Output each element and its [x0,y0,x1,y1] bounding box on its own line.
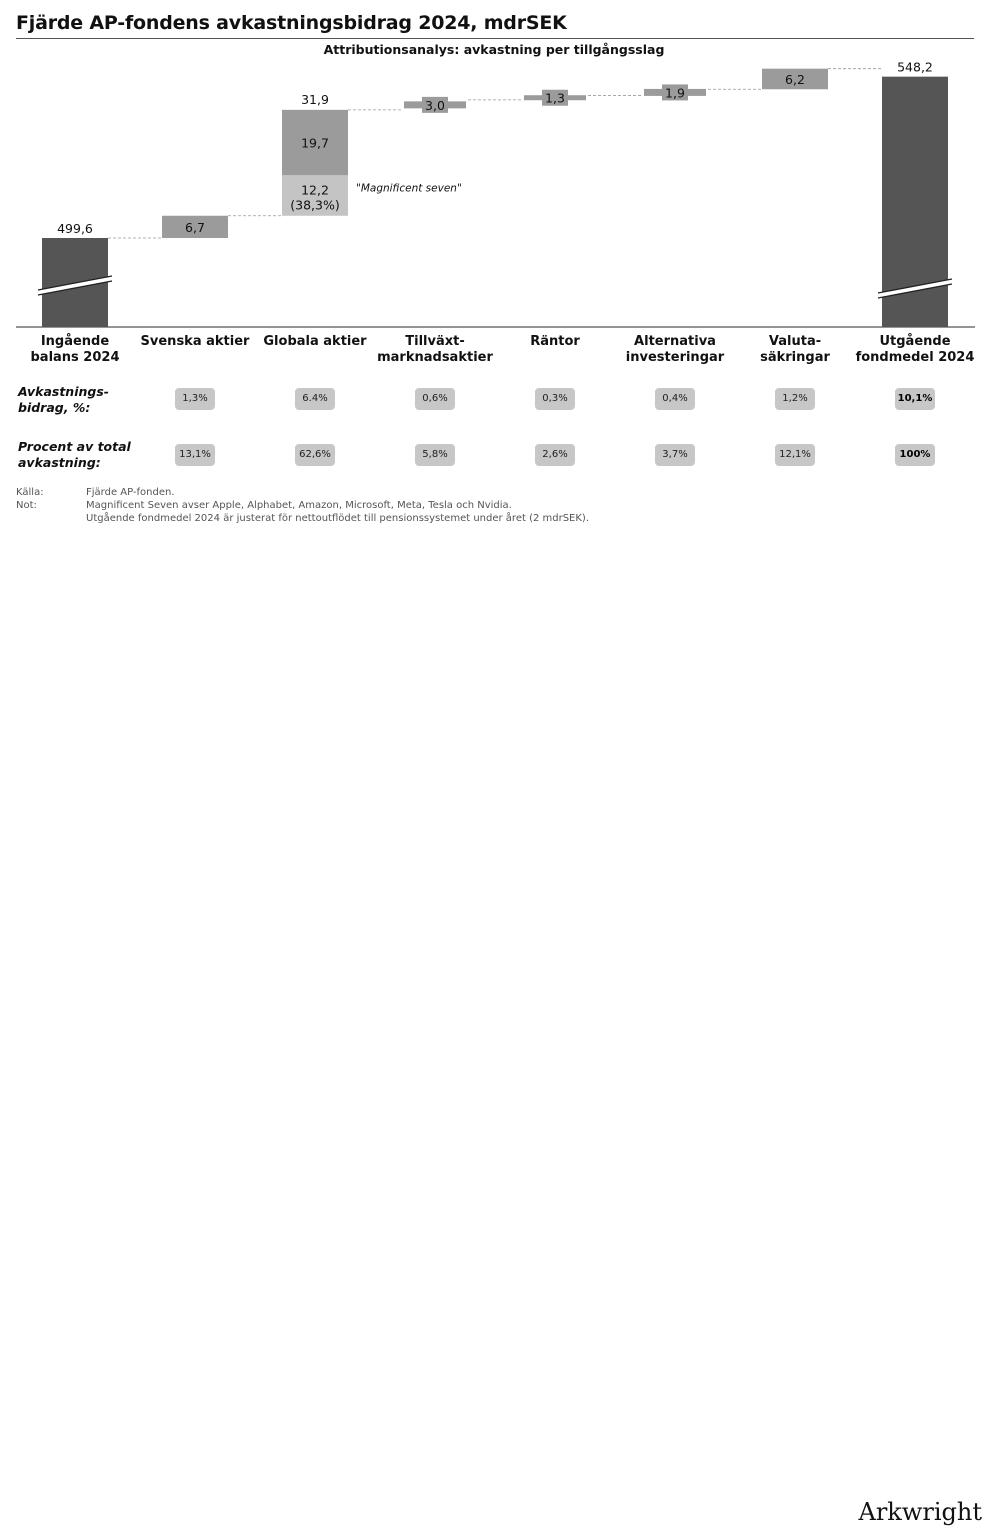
category-label-line: balans 2024 [30,350,120,365]
value-pill: 10,1% [895,388,935,410]
category-label [490,334,620,350]
label-component-share: (38,3%) [290,197,340,213]
waterfall-chart [0,0,988,335]
label-component-1: 12,2 [301,182,329,198]
category-label [610,334,740,366]
category-label-line: Globala aktier [263,334,367,349]
category-label-line: Alternativa [634,334,716,349]
category-label [730,334,860,366]
value-pill: 5,8% [415,444,455,466]
annotation-magnificent-seven: "Magnificent seven" [356,182,462,195]
label-step-1: 6,7 [185,219,205,235]
category-label-line: Räntor [530,334,580,349]
category-label [250,334,380,350]
note-key: Not: [16,500,37,511]
label-component-2: 19,7 [301,135,329,151]
label-step-total-2: 31,9 [301,91,329,107]
label-start-total: 499,6 [57,221,93,236]
category-label [10,334,140,366]
source-key: Källa: [16,487,44,498]
source-text: Fjärde AP-fonden. [86,487,175,498]
note-line-2: Utgående fondmedel 2024 är justerat för nettoutflödet till pensionssystemet under året (2 mdrSEK). [86,513,590,524]
label-step-5: 1,9 [665,85,685,101]
value-pill: 12,1% [775,444,815,466]
value-pill: 1,3% [175,388,215,410]
category-label-line: marknadsaktier [377,350,493,365]
label-end-total: 548,2 [897,59,933,75]
note-line-1: Magnificent Seven avser Apple, Alphabet, Amazon, Microsoft, Meta, Tesla och Nvidia. [86,500,512,511]
category-label-line: investeringar [625,350,725,365]
category-label [130,334,260,350]
value-pill: 0,6% [415,388,455,410]
value-pill: 13,1% [175,444,215,466]
category-label-line: säkringar [760,350,830,365]
category-label-line: Valuta- [768,334,822,349]
category-label-line: Tillväxt- [405,334,465,349]
value-pill: 3,7% [655,444,695,466]
value-pill: 6.4% [295,388,335,410]
category-label-line: Utgående [879,334,951,349]
category-label [370,334,500,366]
row-label-contribution-line2: bidrag, %: [18,400,91,415]
value-pill: 0,4% [655,388,695,410]
row-label-share [18,439,131,471]
row-label-contribution-line1: Avkastnings- [18,384,109,399]
value-pill: 0,3% [535,388,575,410]
category-label-line: Ingående [40,334,110,349]
row-label-contribution [18,384,109,416]
category-label-line: Svenska aktier [140,334,250,349]
row-label-share-line2: avkastning: [18,455,101,470]
value-pill: 100% [895,444,935,466]
label-step-3: 3,0 [425,97,445,113]
row-label-share-line1: Procent av total [18,439,131,454]
value-pill: 62,6% [295,444,335,466]
value-pill: 2,6% [535,444,575,466]
brand-logo: Arkwright [858,1498,982,1526]
label-step-4: 1,3 [545,90,565,106]
value-pill: 1,2% [775,388,815,410]
label-step-6: 6,2 [785,71,805,87]
chart-subtitle: Attributionsanalys: avkastning per tillgångsslag [323,42,665,57]
chart-title: Fjärde AP-fondens avkastningsbidrag 2024, mdrSEK [16,12,567,34]
category-label [850,334,980,366]
category-label-line: fondmedel 2024 [855,350,975,365]
